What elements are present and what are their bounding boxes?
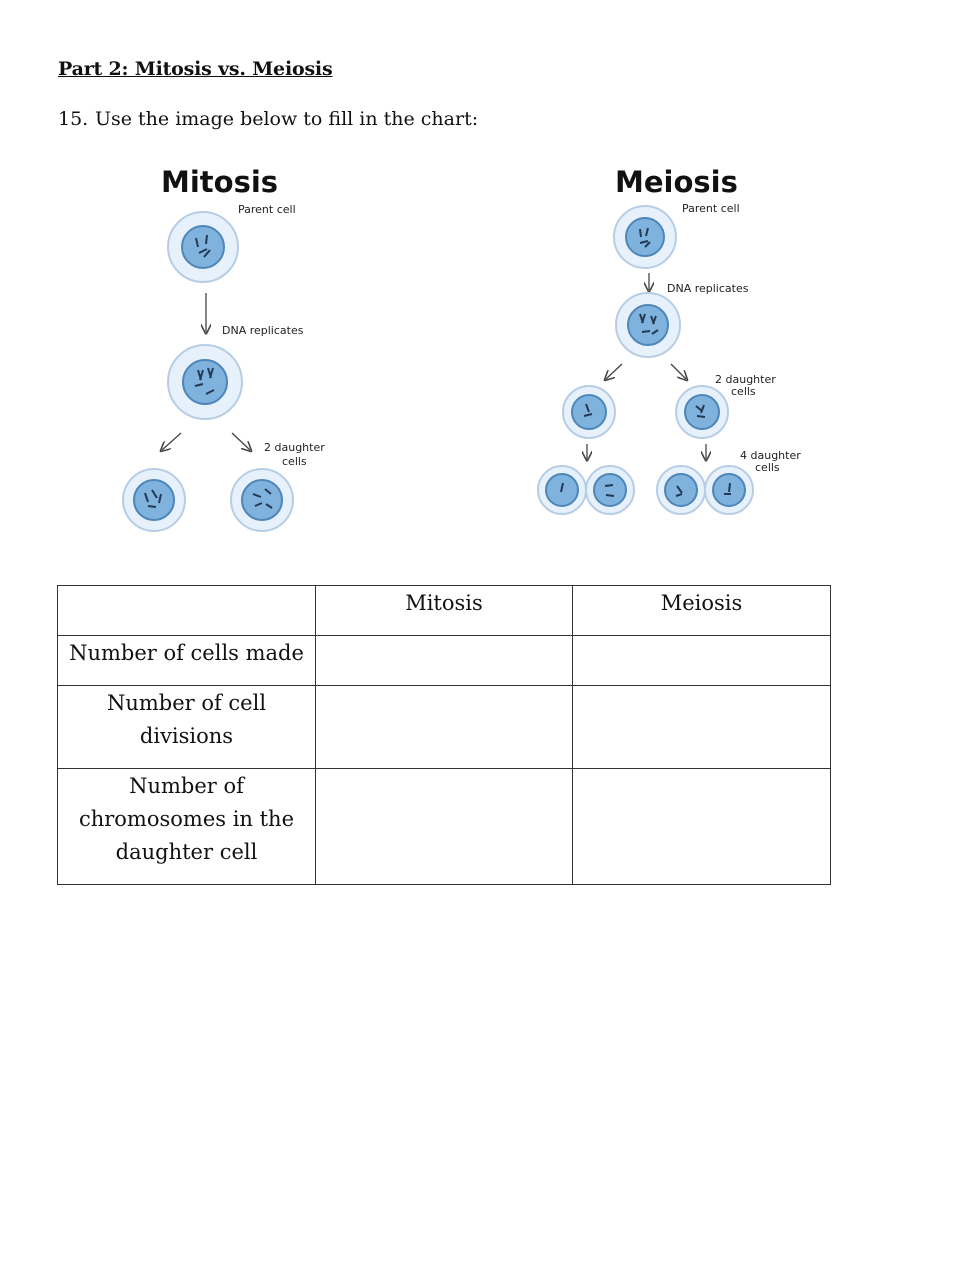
meiosis-split-arrow-left <box>606 364 622 379</box>
meiosis-daughter-cell <box>563 386 615 438</box>
meiosis-replicated-cell <box>616 293 680 357</box>
table-header-row <box>58 586 831 636</box>
meiosis-gamete-cell <box>705 466 753 514</box>
mitosis-daughter-label-1: 2 daughter <box>264 441 325 454</box>
table-row <box>58 686 831 769</box>
meiosis-daughter-cell <box>676 386 728 438</box>
meiosis-title: Meiosis <box>615 165 738 199</box>
mitosis-split-arrow-left <box>162 433 181 450</box>
question-number: 15. <box>58 108 89 130</box>
mitosis-answer-cell[interactable] <box>316 686 573 769</box>
row-label: Number of chromosomes in the daughter cell <box>58 769 316 885</box>
meiosis-final-label-1: 4 daughter <box>740 449 801 462</box>
mitosis-meiosis-diagram <box>0 150 979 550</box>
meiosis-split-arrow-right <box>671 364 686 379</box>
comparison-table <box>57 585 831 885</box>
table-header-blank <box>58 586 316 636</box>
mitosis-parent-cell <box>168 212 238 282</box>
mitosis-answer-cell[interactable] <box>316 769 573 885</box>
meiosis-answer-cell[interactable] <box>573 636 831 686</box>
row-label: Number of cells made <box>58 636 316 686</box>
mitosis-parent-label: Parent cell <box>238 203 296 216</box>
table-header-meiosis: Meiosis <box>573 586 831 636</box>
mitosis-daughter-cell <box>231 469 293 531</box>
section-heading: Part 2: Mitosis vs. Meiosis <box>58 58 333 80</box>
meiosis-parent-label: Parent cell <box>682 202 740 215</box>
question-15 <box>58 108 478 130</box>
table-row <box>58 769 831 885</box>
mitosis-daughter-cell <box>123 469 185 531</box>
meiosis-parent-cell <box>614 206 676 268</box>
mitosis-daughter-label-2: cells <box>282 455 307 468</box>
meiosis-answer-cell[interactable] <box>573 686 831 769</box>
meiosis-daughter-label-1: 2 daughter <box>715 373 776 386</box>
mitosis-split-arrow-right <box>232 433 250 450</box>
meiosis-gamete-cell <box>657 466 705 514</box>
meiosis-answer-cell[interactable] <box>573 769 831 885</box>
meiosis-gamete-cell <box>538 466 586 514</box>
question-text: Use the image below to fill in the chart: <box>95 108 479 130</box>
mitosis-replicated-cell <box>168 345 242 419</box>
meiosis-daughter-label-2: cells <box>731 385 756 398</box>
meiosis-replicate-label: DNA replicates <box>667 282 749 295</box>
mitosis-title: Mitosis <box>161 165 279 199</box>
mitosis-replicate-label: DNA replicates <box>222 324 304 337</box>
meiosis-final-label-2: cells <box>755 461 780 474</box>
mitosis-answer-cell[interactable] <box>316 636 573 686</box>
table-row <box>58 636 831 686</box>
table-header-mitosis: Mitosis <box>316 586 573 636</box>
meiosis-gamete-cell <box>586 466 634 514</box>
row-label: Number of cell divisions <box>58 686 316 769</box>
